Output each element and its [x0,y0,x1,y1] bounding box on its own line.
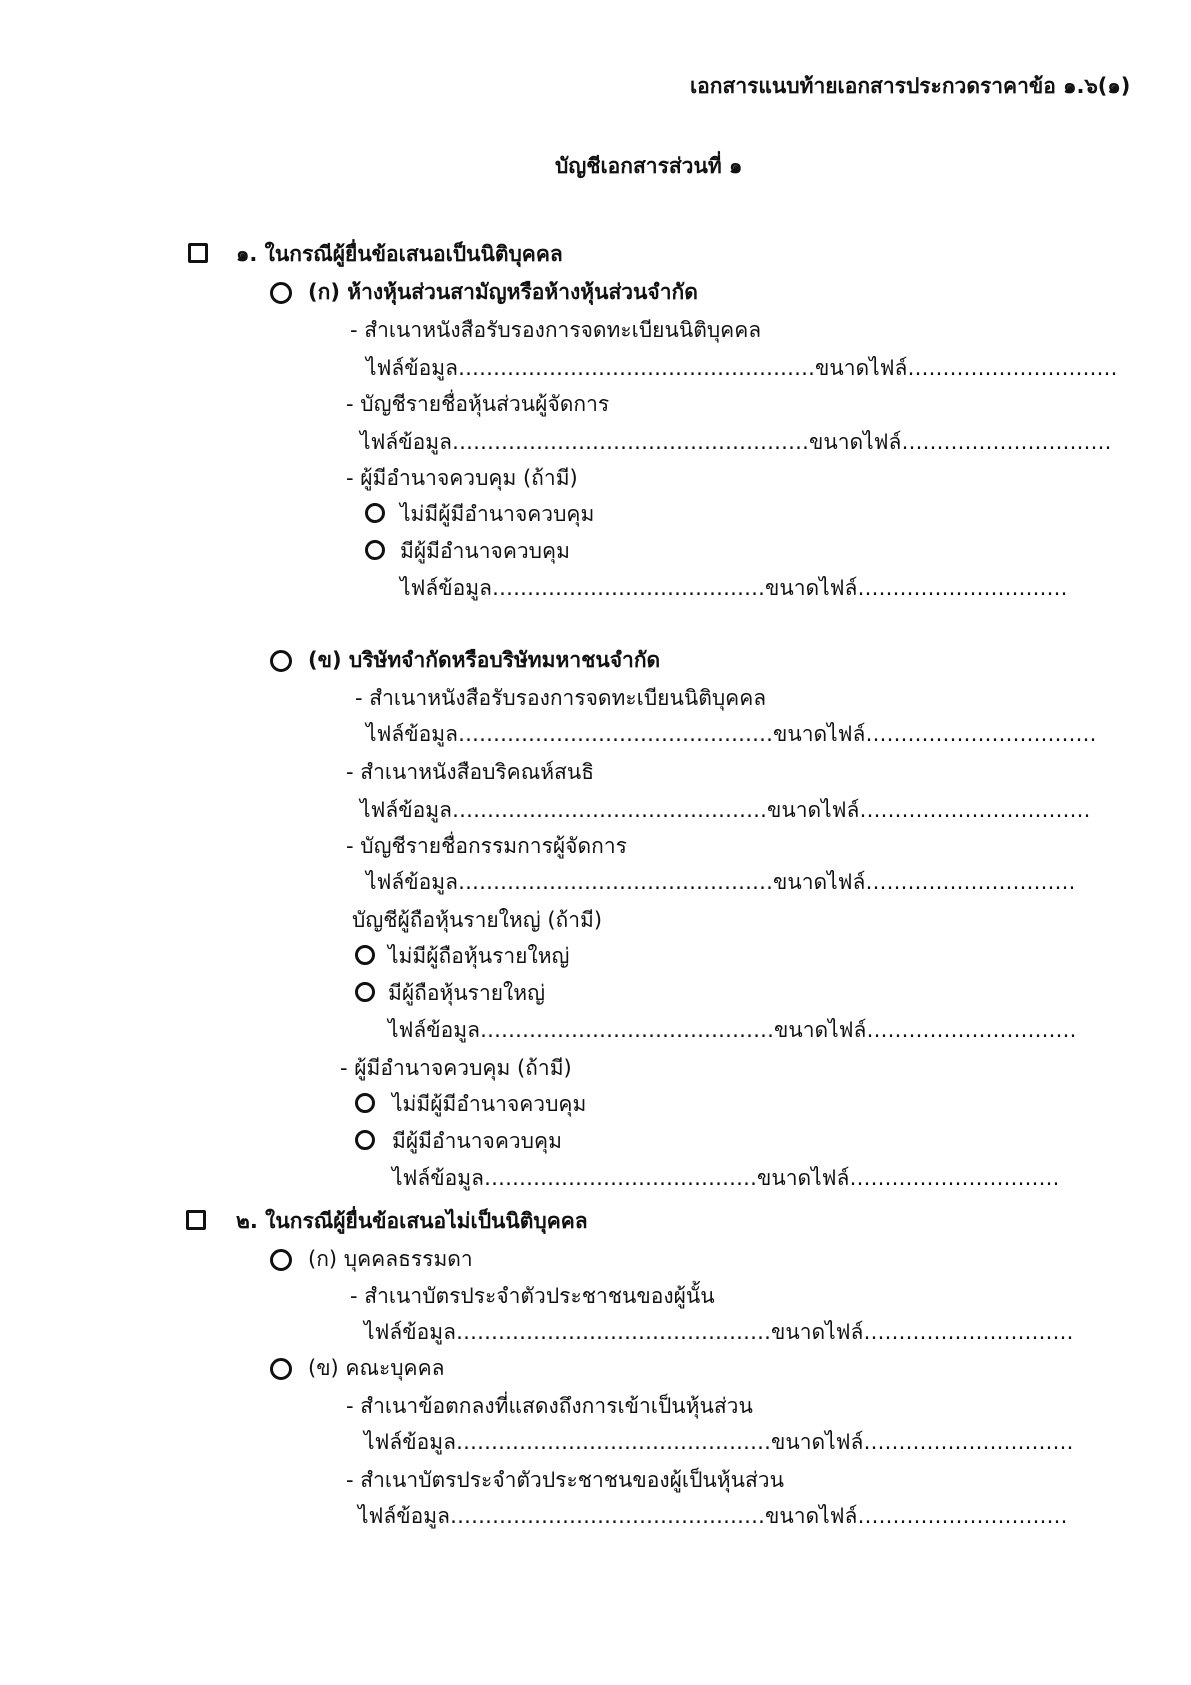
size-label: ขนาดไฟล์ [766,798,860,822]
size-label: ขนาดไฟล์ [764,576,858,600]
option-2b-radio[interactable] [270,1358,292,1380]
file-label: ไฟล์ข้อมูล [392,1166,484,1190]
size-label: ขนาดไฟล์ [770,1320,864,1344]
file-field[interactable]: ไฟล์ข้อมูล……………………………………ขนาดไฟล์………………………… [388,1018,1077,1042]
size-label: ขนาดไฟล์ [773,1018,867,1042]
doc-item: - ผู้มีอำนาจควบคุม (ถ้ามี) [340,1056,572,1080]
file-label: ไฟล์ข้อมูล [400,576,492,600]
file-label: ไฟล์ข้อมูล [360,798,452,822]
choice-1a-no-controller-radio[interactable] [365,503,385,523]
option-1a-label: (ก) ห้างหุ้นส่วนสามัญหรือห้างหุ้นส่วนจำกัด [308,280,698,304]
size-label: ขนาดไฟล์ [770,1430,864,1454]
doc-item: - สำเนาหนังสือรับรองการจดทะเบียนนิติบุคคล [350,318,762,342]
file-label: ไฟล์ข้อมูล [366,722,458,746]
file-field[interactable]: ไฟล์ข้อมูล………………………………………ขนาดไฟล์………………………… [366,870,1076,894]
doc-item: - สำเนาหนังสือบริคณห์สนธิ [346,760,595,784]
choice-label: ไม่มีผู้มีอำนาจควบคุม [392,1092,587,1116]
file-field[interactable]: ไฟล์ข้อมูล……………………………………………ขนาดไฟล์………………………… [360,430,1112,454]
size-label: ขนาดไฟล์ [814,356,908,380]
doc-item: - ผู้มีอำนาจควบคุม (ถ้ามี) [346,466,578,490]
file-field[interactable]: ไฟล์ข้อมูล………………………………………ขนาดไฟล์…………………………… [360,798,1091,822]
option-1b-radio[interactable] [270,650,292,672]
choice-1b-has-controller-radio[interactable] [355,1130,375,1150]
file-label: ไฟล์ข้อมูล [364,1320,456,1344]
size-label: ขนาดไฟล์ [764,1504,858,1528]
file-field[interactable]: ไฟล์ข้อมูล…………………………………ขนาดไฟล์………………………… [400,576,1068,600]
file-label: ไฟล์ข้อมูล [388,1018,480,1042]
choice-1b-has-major-shareholder-radio[interactable] [355,982,375,1002]
doc-item: - บัญชีรายชื่อหุ้นส่วนผู้จัดการ [346,392,610,416]
choice-label: มีผู้มีอำนาจควบคุม [400,539,570,563]
option-1a-radio[interactable] [270,282,292,304]
size-label: ขนาดไฟล์ [772,722,866,746]
file-field[interactable]: ไฟล์ข้อมูล………………………………………ขนาดไฟล์………………………… [364,1430,1074,1454]
choice-label: มีผู้ถือหุ้นรายใหญ่ [388,981,546,1005]
file-field[interactable]: ไฟล์ข้อมูล…………………………………ขนาดไฟล์………………………… [392,1166,1060,1190]
file-label: ไฟล์ข้อมูล [366,356,458,380]
size-label: ขนาดไฟล์ [756,1166,850,1190]
file-label: ไฟล์ข้อมูล [364,1430,456,1454]
doc-item: บัญชีผู้ถือหุ้นรายใหญ่ (ถ้ามี) [352,908,603,932]
choice-label: ไม่มีผู้ถือหุ้นรายใหญ่ [388,944,570,968]
choice-1a-has-controller-radio[interactable] [365,540,385,560]
size-label: ขนาดไฟล์ [808,430,902,454]
file-label: ไฟล์ข้อมูล [366,870,458,894]
section-2-heading: ๒. ในกรณีผู้ยื่นข้อเสนอไม่เป็นนิติบุคคล [236,1209,588,1233]
option-2a-radio[interactable] [270,1249,292,1271]
annex-reference: เอกสารแนบท้ายเอกสารประกวดราคาข้อ ๑.๖(๑) [690,74,1131,98]
choice-1b-no-controller-radio[interactable] [355,1093,375,1113]
doc-item: - สำเนาบัตรประจำตัวประชาชนของผู้นั้น [350,1284,715,1308]
doc-item: - สำเนาหนังสือรับรองการจดทะเบียนนิติบุคคล [355,686,767,710]
doc-item: - สำเนาข้อตกลงที่แสดงถึงการเข้าเป็นหุ้นส่วน [346,1394,753,1418]
doc-item: - สำเนาบัตรประจำตัวประชาชนของผู้เป็นหุ้นส่วน [346,1468,784,1492]
section-1-checkbox[interactable] [188,243,208,263]
option-2a-label: (ก) บุคคลธรรมดา [308,1247,473,1271]
section-1-heading: ๑. ในกรณีผู้ยื่นข้อเสนอเป็นนิติบุคคล [236,242,563,266]
size-label: ขนาดไฟล์ [772,870,866,894]
file-label: ไฟล์ข้อมูล [360,430,452,454]
option-2b-label: (ข) คณะบุคคล [308,1356,445,1380]
section-2-checkbox[interactable] [186,1210,206,1230]
choice-label: มีผู้มีอำนาจควบคุม [392,1129,562,1153]
choice-label: ไม่มีผู้มีอำนาจควบคุม [400,502,595,526]
file-field[interactable]: ไฟล์ข้อมูล………………………………………ขนาดไฟล์………………………… [358,1504,1068,1528]
choice-1b-no-major-shareholder-radio[interactable] [355,945,375,965]
file-field[interactable]: ไฟล์ข้อมูล………………………………………ขนาดไฟล์………………………… [364,1320,1074,1344]
file-label: ไฟล์ข้อมูล [358,1504,450,1528]
file-field[interactable]: ไฟล์ข้อมูล………………………………………ขนาดไฟล์…………………………… [366,722,1097,746]
page-title: บัญชีเอกสารส่วนที่ ๑ [555,154,743,178]
option-1b-label: (ข) บริษัทจำกัดหรือบริษัทมหาชนจำกัด [308,648,661,672]
file-field[interactable]: ไฟล์ข้อมูล……………………………………………ขนาดไฟล์………………………… [366,356,1118,380]
doc-item: - บัญชีรายชื่อกรรมการผู้จัดการ [346,834,627,858]
